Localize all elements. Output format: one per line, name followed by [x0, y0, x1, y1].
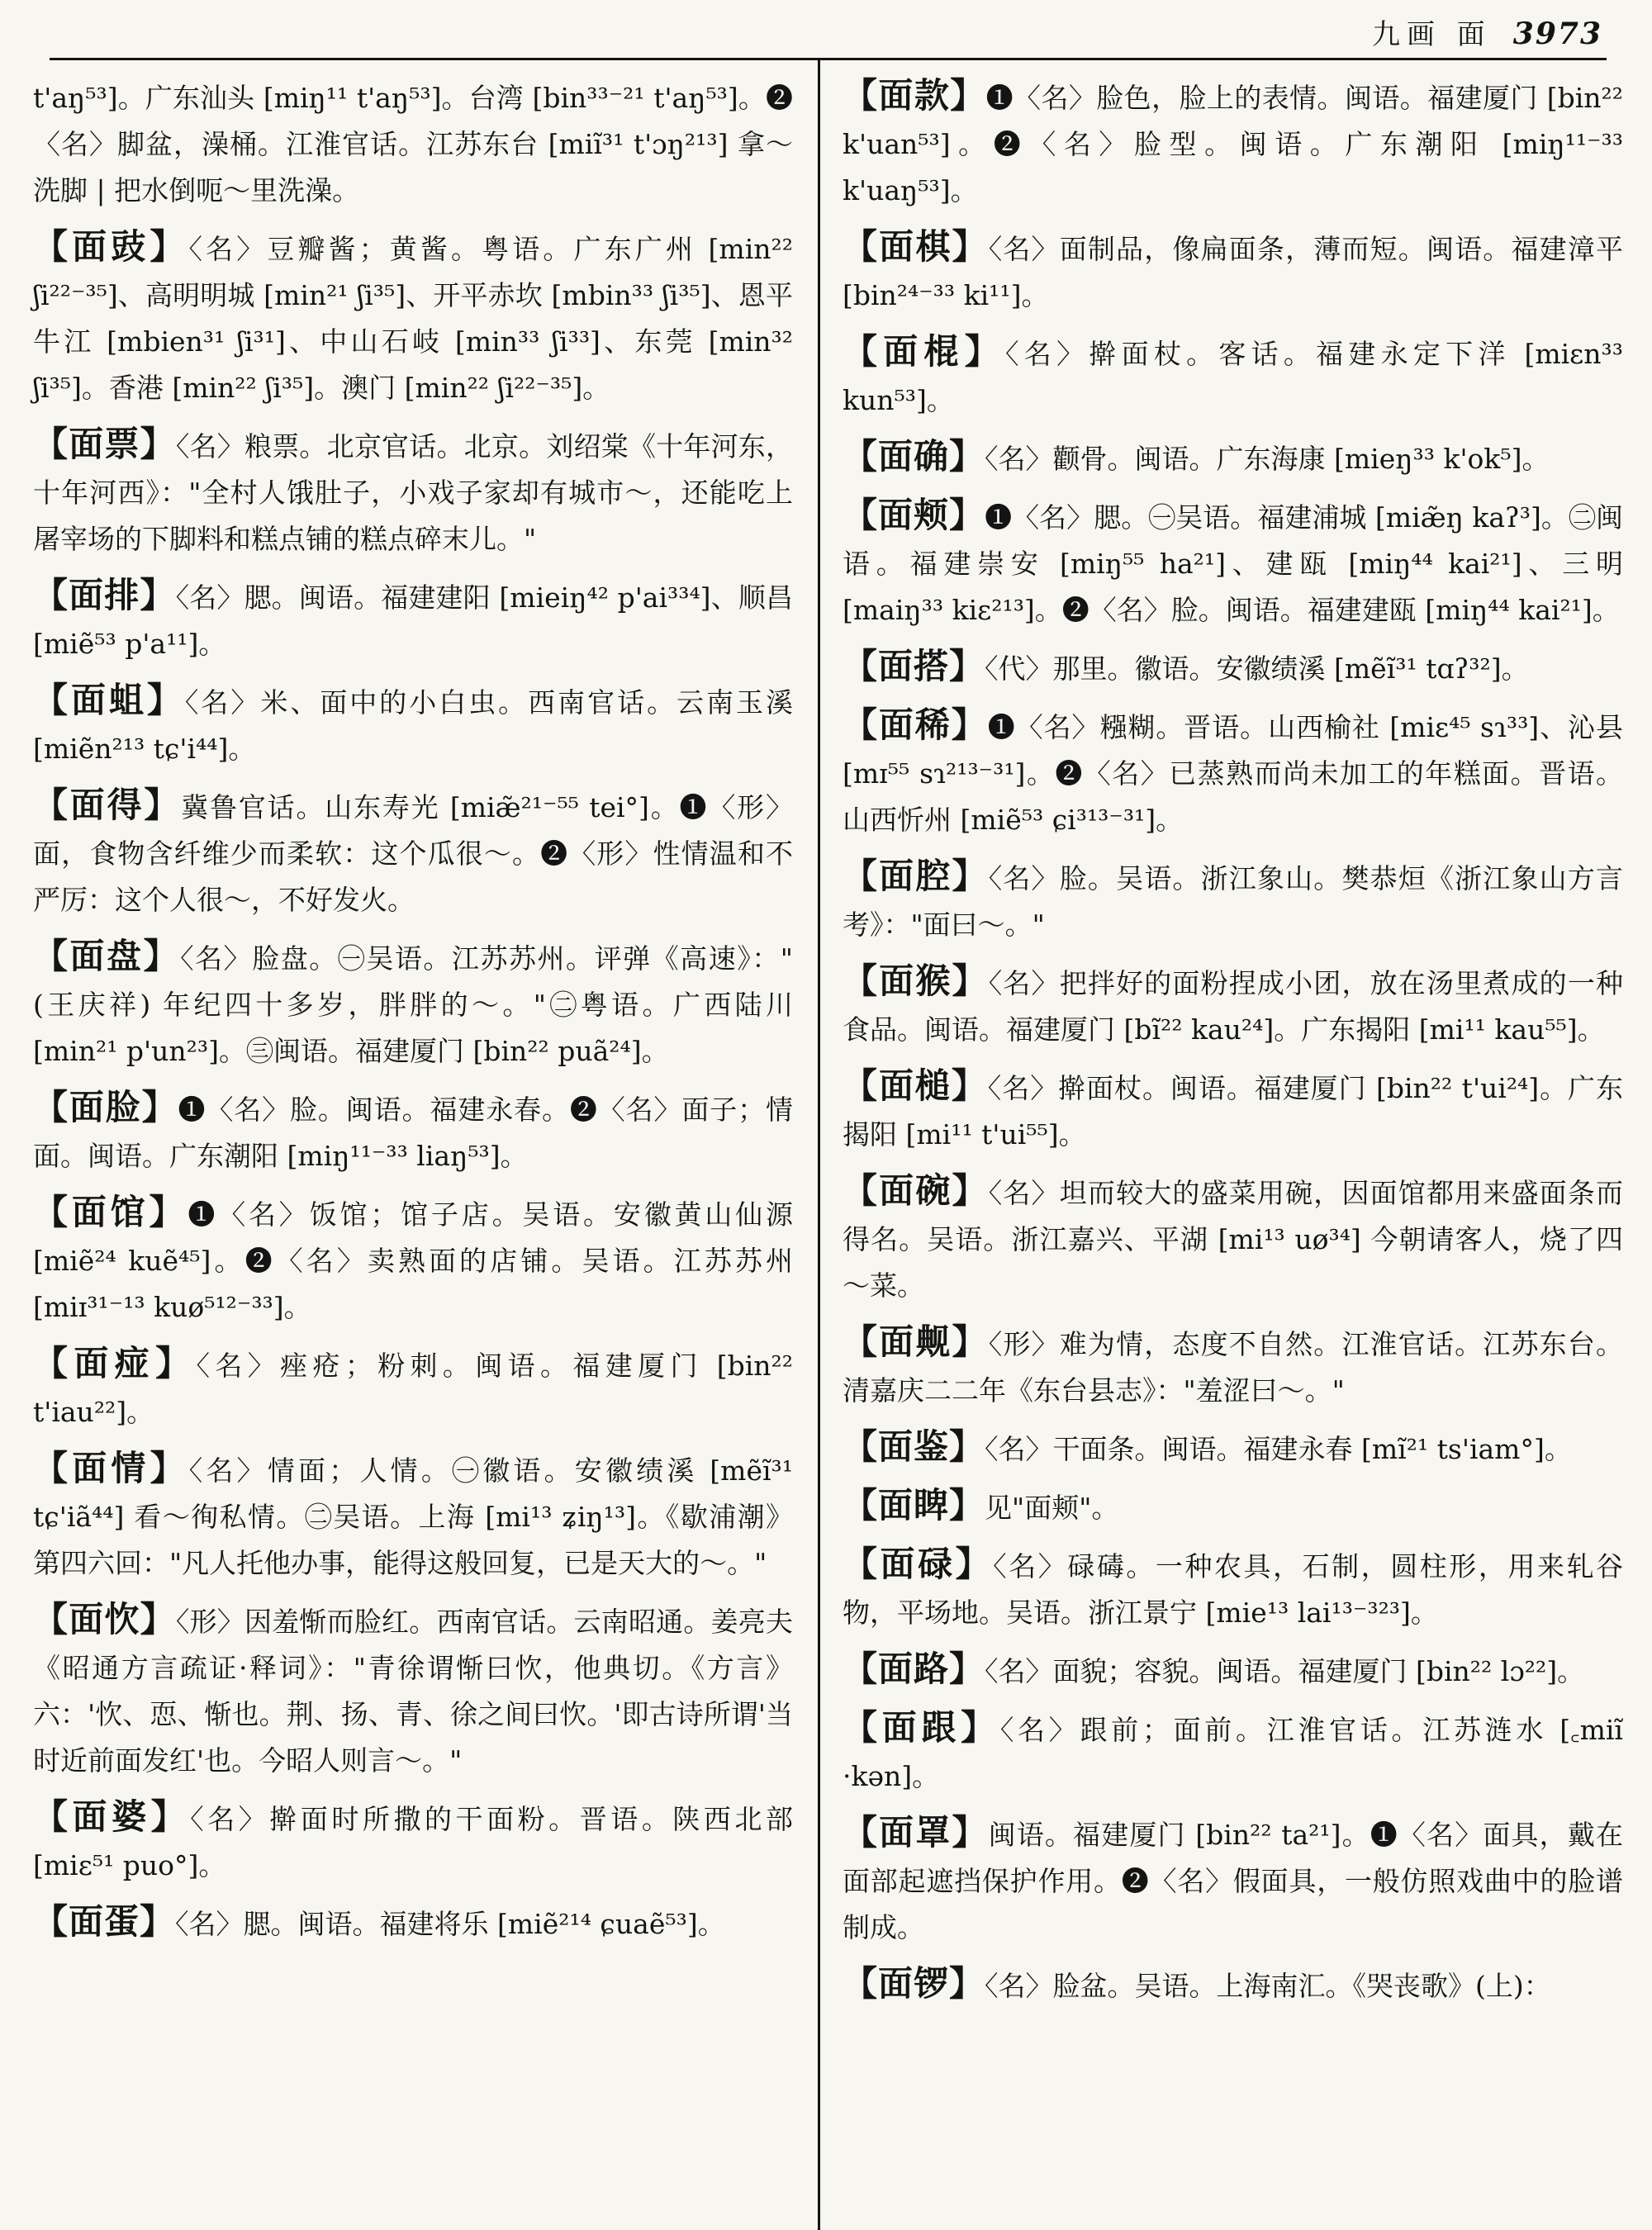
dictionary-entry — [33, 421, 793, 562]
entry-headword: 【面棋】 — [843, 226, 989, 267]
entry-definition: 〈形〉因羞惭而脸红。西南官话。云南昭通。姜亮夫《昭通方言疏证·释词》："青徐谓惭曰忺，他典切。《方言》六：'忺、恧、惭也。荆、扬、青、徐之间曰忺。'即古诗所谓'当时近前面发红'也。今昭人则言～。" — [33, 1606, 793, 1777]
dictionary-entry — [843, 1810, 1623, 1951]
entry-headword: 【面蛆】 — [33, 680, 185, 720]
dictionary-entry — [843, 1483, 1623, 1531]
dictionary-entry — [33, 1445, 793, 1587]
entry-definition: ❶〈名〉脸。闽语。福建永春。❷〈名〉面子；情面。闽语。广东潮阳 [miŋ¹¹⁻³³ liaŋ⁵³]。 — [33, 1094, 793, 1172]
entry-headword: 【面猴】 — [843, 961, 989, 1001]
entry-headword: 【面碌】 — [843, 1544, 994, 1584]
entry-headword: 【面睥】 — [843, 1485, 985, 1525]
entry-headword: 【面颊】 — [843, 495, 985, 535]
entry-definition: 〈名〉粮票。北京官话。北京。刘绍棠《十年河东，十年河西》："全村人饿肚子，小戏子家却有城市～，还能吃上屠宰场的下脚料和糕点铺的糕点碎末儿。" — [33, 430, 793, 555]
dictionary-entry — [33, 1899, 793, 1948]
entry-headword: 【面锣】 — [843, 1963, 985, 2004]
entry-definition: 〈名〉颧骨。闽语。广东海康 [mieŋ³³ k'ok⁵]。 — [985, 443, 1550, 475]
entry-definition: 冀鲁官话。山东寿光 [miæ̃²¹⁻⁵⁵ tei°]。❶〈形〉面，食物含纤维少而柔软：这个瓜很～。❷〈形〉性情温和不严厉：这个人很～，不好发火。 — [33, 791, 793, 916]
entry-definition: 〈形〉难为情，态度不自然。江淮官话。江苏东台。清嘉庆二二年《东台县志》："羞涩曰～。" — [843, 1328, 1623, 1407]
entry-definition: 〈名〉跟前；面前。江淮官话。江苏涟水 [꜀miĩ ·kən]。 — [843, 1714, 1623, 1792]
entry-definition: 闽语。福建厦门 [bin²² ta²¹]。❶〈名〉面具，戴在面部起遮挡保护作用。❷〈名〉假面具，一般仿照戏曲中的脸谱制成。 — [843, 1819, 1623, 1943]
entry-headword: 【面觍】 — [843, 1321, 989, 1362]
dictionary-entry — [843, 224, 1623, 319]
dictionary-entry — [843, 492, 1623, 633]
dictionary-entry — [843, 853, 1623, 948]
entry-definition: ❶〈名〉饭馆；馆子店。吴语。安徽黄山仙源 [miẽ²⁴ kuẽ⁴⁵]。❷〈名〉卖熟面的店铺。吴语。江苏苏州 [miɪ³¹⁻¹³ kuø⁵¹²⁻³³]。 — [33, 1198, 793, 1323]
dictionary-entry — [843, 1063, 1623, 1158]
entry-headword: 【面稀】 — [843, 705, 988, 745]
entry-definition: ❶〈名〉腮。㊀吴语。福建浦城 [miæ̃ŋ kaʔ³]。㊁闽语。福建崇安 [miŋ⁵⁵ ha²¹]、建瓯 [miŋ⁴⁴ kai²¹]、三明 [maiŋ³³ kiɛ²¹³]。❷〈名〉脸。闽语。福建建瓯 [miŋ⁴⁴ kai²¹]。 — [843, 501, 1623, 626]
entry-headword: 【面跟】 — [843, 1707, 1000, 1748]
entry-headword: 【面罩】 — [843, 1812, 989, 1853]
entry-definition: 〈名〉擀面杖。客话。福建永定下洋 [miɛn³³ kun⁵³]。 — [843, 338, 1623, 416]
dictionary-entry — [843, 958, 1623, 1053]
entry-headword: 【面碗】 — [843, 1170, 989, 1211]
page-header — [1372, 12, 1602, 52]
entry-definition: 〈名〉米、面中的小白虫。西南官话。云南玉溪 [miẽn²¹³ tɕ'i⁴⁴]。 — [33, 686, 793, 765]
entry-definition: 〈名〉腮。闽语。福建建阳 [mieiŋ⁴² p'ai³³⁴]、顺昌 [miẽ⁵³ p'a¹¹]。 — [33, 581, 793, 660]
entry-headword: 【面槌】 — [843, 1065, 988, 1106]
entry-definition: 〈名〉面貌；容貌。闽语。福建厦门 [bin²² lɔ²²]。 — [985, 1655, 1585, 1687]
entry-definition: 〈名〉情面；人情。㊀徽语。安徽绩溪 [mẽĩ³¹ tɕ'iã⁴⁴] 看～徇私情。㊁吴语。上海 [mi¹³ ʑiŋ¹³]。《歇浦潮》第四六回："凡人托他办事，能得这般回复，已是天大的～。" — [33, 1454, 793, 1579]
entry-definition: 〈名〉坦而较大的盛菜用碗，因面馆都用来盛面条而得名。吴语。浙江嘉兴、平湖 [mi¹³ uø³⁴] 今朝请客人，烧了四～菜。 — [843, 1177, 1623, 1302]
entry-definition: 〈名〉擀面时所撒的干面粉。晋语。陕西北部 [miɛ⁵¹ puo°]。 — [33, 1803, 793, 1881]
entry-headword: 【面鉴】 — [843, 1426, 985, 1467]
entry-definition: 〈名〉脸盘。㊀吴语。江苏苏州。评弹《高速》："(王庆祥) 年纪四十多岁，胖胖的～。"㊁粤语。广西陆川 [min²¹ p'un²³]。㊂闽语。福建厦门 [bin²² puã²⁴]。 — [33, 942, 793, 1067]
entry-headword: 【面忺】 — [33, 1599, 176, 1639]
entry-definition: 见"面颊"。 — [985, 1492, 1119, 1524]
column-divider — [818, 59, 820, 2230]
dictionary-entry — [843, 1961, 1623, 2009]
entry-headword: 【面棍】 — [843, 331, 1006, 372]
header-rule — [50, 58, 1607, 60]
left-column — [33, 73, 793, 1957]
entry-definition: 〈名〉豆瓣酱；黄酱。粤语。广东广州 [min²² ʃi²²⁻³⁵]、高明明城 [min²¹ ʃi³⁵]、开平赤坎 [mbin³³ ʃi³⁵]、恩平牛江 [mbien³¹ ʃi³¹]、中山石岐 [min³³ ʃi³³]、东莞 [min³² ʃi³⁵]。香港 [min²² ʃi³⁵]。澳门 [min²² ʃi²²⁻³⁵]。 — [33, 233, 793, 404]
entry-headword: 【面馆】 — [33, 1192, 188, 1232]
entry-definition: ❶〈名〉脸色，脸上的表情。闽语。福建厦门 [bin²² k'uan⁵³]。❷〈名〉脸型。闽语。广东潮阳 [miŋ¹¹⁻³³ k'uaŋ⁵³]。 — [843, 82, 1623, 206]
entry-definition: 〈名〉脸。吴语。浙江象山。樊恭烜《浙江象山方言考》："面曰～。" — [843, 862, 1623, 941]
entry-definition: 〈名〉干面条。闽语。福建永春 [mĩ²¹ ts'iam°]。 — [985, 1433, 1572, 1465]
entry-definition: 〈名〉面制品，像扁面条，薄而短。闽语。福建漳平 [bin²⁴⁻³³ ki¹¹]。 — [843, 233, 1623, 311]
entry-headword: 【面腔】 — [843, 856, 989, 896]
dictionary-entry — [33, 224, 793, 411]
right-column — [843, 73, 1623, 2019]
entry-headword: 【面婆】 — [33, 1796, 191, 1837]
entry-definition: 〈名〉腮。闽语。福建将乐 [miẽ²¹⁴ ɕuaẽ⁵³]。 — [175, 1908, 725, 1940]
dictionary-entry — [843, 73, 1623, 214]
dictionary-entry — [843, 643, 1623, 692]
entry-headword: 【面得】 — [33, 785, 182, 825]
dictionary-entry — [33, 677, 793, 772]
entry-definition: ❶〈名〉糨糊。晋语。山西榆社 [miɛ⁴⁵ sɿ³³]、沁县 [mɪ⁵⁵ sɿ²¹³⁻³¹]。❷〈名〉已蒸熟而尚未加工的年糕面。晋语。山西忻州 [miẽ⁵³ ɕi³¹³⁻³¹]。 — [843, 711, 1623, 836]
dictionary-entry — [33, 1597, 793, 1784]
entry-headword: 【面搭】 — [843, 646, 985, 686]
dictionary-entry — [33, 73, 793, 214]
dictionary-entry — [843, 434, 1623, 482]
dictionary-entry — [33, 572, 793, 667]
dictionary-entry — [33, 1794, 793, 1889]
entry-definition: 〈名〉把拌好的面粉捏成小团，放在汤里煮成的一种食品。闽语。福建厦门 [bĩ²² kau²⁴]。广东揭阳 [mi¹¹ kau⁵⁵]。 — [843, 967, 1623, 1046]
dictionary-entry — [33, 1189, 793, 1331]
dictionary-entry — [843, 329, 1623, 424]
dictionary-entry — [33, 1084, 793, 1179]
entry-definition: 〈名〉碌碡。一种农具，石制，圆柱形，用来轧谷物，平场地。吴语。浙江景宁 [mie¹³ lai¹³⁻³²³]。 — [843, 1550, 1623, 1629]
entry-headword: 【面脸】 — [33, 1087, 178, 1127]
entry-headword: 【面盘】 — [33, 936, 181, 976]
dictionary-entry — [33, 1340, 793, 1435]
entry-definition: 〈名〉擀面杖。闽语。福建厦门 [bin²² t'ui²⁴]。广东揭阳 [mi¹¹ t'ui⁵⁵]。 — [843, 1072, 1623, 1151]
entry-headword: 【面痖】 — [33, 1343, 197, 1383]
dictionary-entry — [843, 1705, 1623, 1800]
dictionary-entry — [843, 1168, 1623, 1309]
entry-headword: 【面排】 — [33, 575, 176, 615]
entry-definition: 〈代〉那里。徽语。安徽绩溪 [mẽĩ³¹ tɑʔ³²]。 — [985, 652, 1529, 685]
entry-headword: 【面路】 — [843, 1649, 985, 1689]
entry-definition: 〈名〉痤疮；粉刺。闽语。福建厦门 [bin²² t'iau²²]。 — [33, 1350, 793, 1428]
dictionary-entry — [33, 933, 793, 1075]
entry-headword: 【面蛋】 — [33, 1901, 176, 1942]
entry-definition: 〈名〉脸盆。吴语。上海南汇。《哭丧歌》(上)： — [985, 1970, 1551, 2002]
dictionary-entry — [843, 702, 1623, 843]
dictionary-entry — [33, 782, 793, 923]
entry-headword: 【面确】 — [843, 436, 985, 477]
entry-headword: 【面票】 — [33, 424, 176, 464]
dictionary-entry — [843, 1646, 1623, 1695]
dictionary-entry — [843, 1541, 1623, 1636]
entry-headword: 【面情】 — [33, 1448, 189, 1488]
entry-headword: 【面款】 — [843, 75, 986, 116]
dictionary-entry — [843, 1319, 1623, 1414]
entry-definition: t'aŋ⁵³]。广东汕头 [miŋ¹¹ t'aŋ⁵³]。台湾 [bin³³⁻²¹ t'aŋ⁵³]。❷〈名〉脚盆，澡桶。江淮官话。江苏东台 [miĩ³¹ t'ɔŋ²¹³] 拿～洗脚 | 把水倒呃～里洗澡。 — [33, 82, 793, 206]
entry-headword: 【面豉】 — [33, 226, 189, 267]
dictionary-entry — [843, 1424, 1623, 1473]
page-number: 3973 — [1512, 17, 1602, 51]
section-label: 九画 面 — [1371, 18, 1492, 51]
